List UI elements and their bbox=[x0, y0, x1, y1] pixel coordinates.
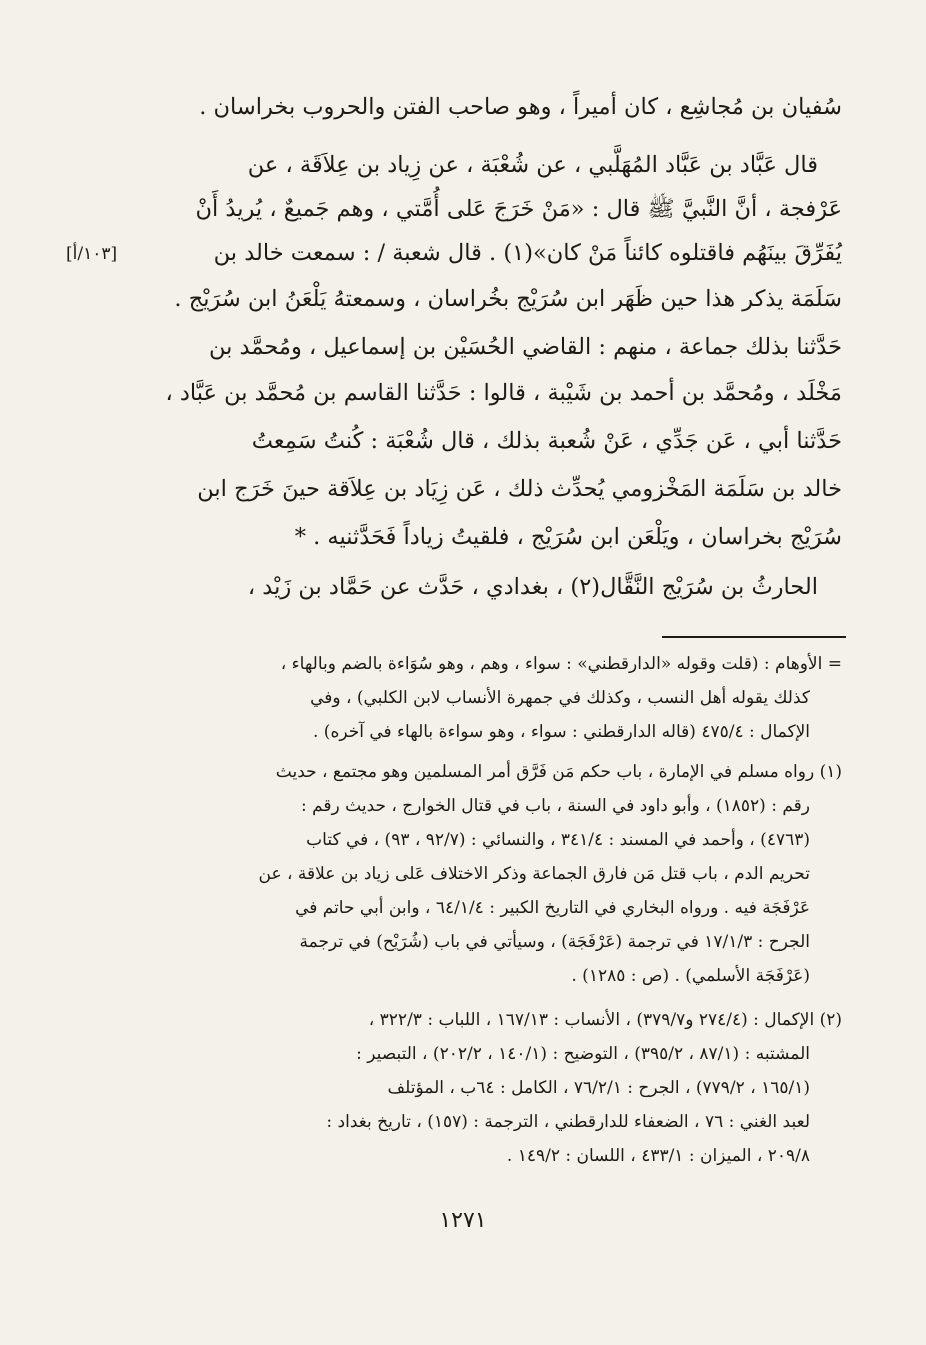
page-number: ١٢٧١ bbox=[439, 1208, 487, 1233]
main-text-line: يُفَرِّقَ بينَهُم فاقتلوه كائناً مَنْ كان»(١) . قال شعبة / : سمعت خالد بن bbox=[213, 240, 842, 266]
footnote-line: (٢) الإكمال : (٢٧٤/٤ و٣٧٩/٧) ، الأنساب : ١٦٧/١٣ ، اللباب : ٣٢٢/٣ ، bbox=[368, 1010, 842, 1030]
main-text-line: مَخْلَد ، ومُحمَّد بن أحمد بن شَيْبة ، قالوا : حَدَّثنا القاسم بن مُحمَّد بن عَبَّاد ، bbox=[165, 380, 842, 406]
main-text-line: قال عَبَّاد بن عَبَّاد المُهَلَّبي ، عن شُعْبَة ، عن زِياد بن عِلاَقَة ، عن bbox=[247, 152, 818, 178]
main-text-line: الحارثُ بن سُرَيْج النَّقَّال(٢) ، بغدادي ، حَدَّث عن حَمَّاد بن زَيْد ، bbox=[247, 574, 818, 600]
footnote-line: تحريم الدم ، باب قتل مَن فارق الجماعة وذكر الاختلاف عَلى زياد بن علاقة ، عن bbox=[258, 864, 810, 884]
footnote-line: عَرْفَجَة فيه . ورواه البخاري في التاريخ الكبير : ٦٤/١/٤ ، وابن أبي حاتم في bbox=[295, 898, 810, 918]
footnote-line: ٢٠٩/٨ ، الميزان : ٤٣٣/١ ، اللسان : ١٤٩/٢ . bbox=[506, 1146, 810, 1166]
main-text-line: خالد بن سَلَمَة المَخْزومي يُحدِّث ذلك ، عَن زِيَاد بن عِلاَقة حينَ خَرَج ابن bbox=[197, 476, 842, 502]
footnote-line: = الأوهام : (قلت وقوله «الدارقطني» : سواء ، وهم ، وهو سُوَاءة بالضم وبالهاء ، bbox=[280, 654, 842, 674]
footnote-separator bbox=[662, 636, 846, 638]
main-text-line: عَرْفجة ، أنَّ النَّبيَّ ﷺ قال : «مَنْ خَرَجَ عَلى أُمَّتي ، وهم جَميعٌ ، يُريدُ أَنْ bbox=[195, 196, 842, 222]
main-text-line: حَدَّثنا بذلك جماعة ، منهم : القاضي الحُسَيْن بن إسماعيل ، ومُحمَّد بن bbox=[209, 334, 842, 360]
footnote-line: (٤٧٦٣) ، وأحمد في المسند : ٣٤١/٤ ، والنسائي : (٩٢/٧ ، ٩٣) ، في كتاب bbox=[306, 830, 810, 850]
main-text-line: سَلَمَة يذكر هذا حين ظَهَر ابن سُرَيْج بخُراسان ، وسمعتهُ يَلْعَنُ ابن سُرَيْج . bbox=[174, 286, 842, 312]
footnote-line: المشتبه : (٨٧/١ ، ٣٩٥/٢) ، التوضيح : (١٤٠/١ ، ٢٠٢/٢) ، التبصير : bbox=[356, 1044, 810, 1064]
main-text-line: سُرَيْج بخراسان ، ويَلْعَن ابن سُرَيْج ، فلقيتُ زياداً فَحَدَّثنيه . * bbox=[294, 524, 842, 550]
footnote-line: لعبد الغني : ٧٦ ، الضعفاء للدارقطني ، الترجمة : (١٥٧) ، تاريخ بغداد : bbox=[326, 1112, 810, 1132]
footnote-line: (١) رواه مسلم في الإمارة ، باب حكم مَن فَرَّق أمر المسلمين وهو مجتمع ، حديث bbox=[275, 762, 842, 782]
footnote-line: كذلك يقوله أهل النسب ، وكذلك في جمهرة الأنساب لابن الكلبي) ، وفي bbox=[310, 688, 810, 708]
footnote-line: الإكمال : ٤٧٥/٤ (قاله الدارقطني : سواء ، وهو سواءة بالهاء في آخره) . bbox=[313, 722, 810, 742]
main-text-line: حَدَّثنا أبي ، عَن جَدِّي ، عَنْ شُعبة بذلك ، قال شُعْبَة : كُنتُ سَمِعتُ bbox=[251, 428, 842, 454]
footnote-line: رقم : (١٨٥٢) ، وأبو داود في السنة ، باب في قتال الخوارج ، حديث رقم : bbox=[300, 796, 810, 816]
footnote-line: الجرح : ١٧/١/٣ في ترجمة (عَرْفَجَة) ، وسيأتي في باب (شُرَيْح) في ترجمة bbox=[299, 932, 810, 952]
main-text-line: سُفيان بن مُجاشِع ، كان أميراً ، وهو صاحب الفتن والحروب بخراسان . bbox=[199, 94, 842, 120]
footnote-line: (١٦٥/١ ، ٧٧٩/٢) ، الجرح : ٧٦/٢/١ ، الكامل : ٦٤ب ، المؤتلف bbox=[387, 1078, 810, 1098]
folio-reference: [١٠٣/أ] bbox=[66, 244, 118, 264]
footnote-line: (عَرْفَجَة الأسلمي) . (ص : ١٢٨٥) . bbox=[571, 966, 810, 986]
